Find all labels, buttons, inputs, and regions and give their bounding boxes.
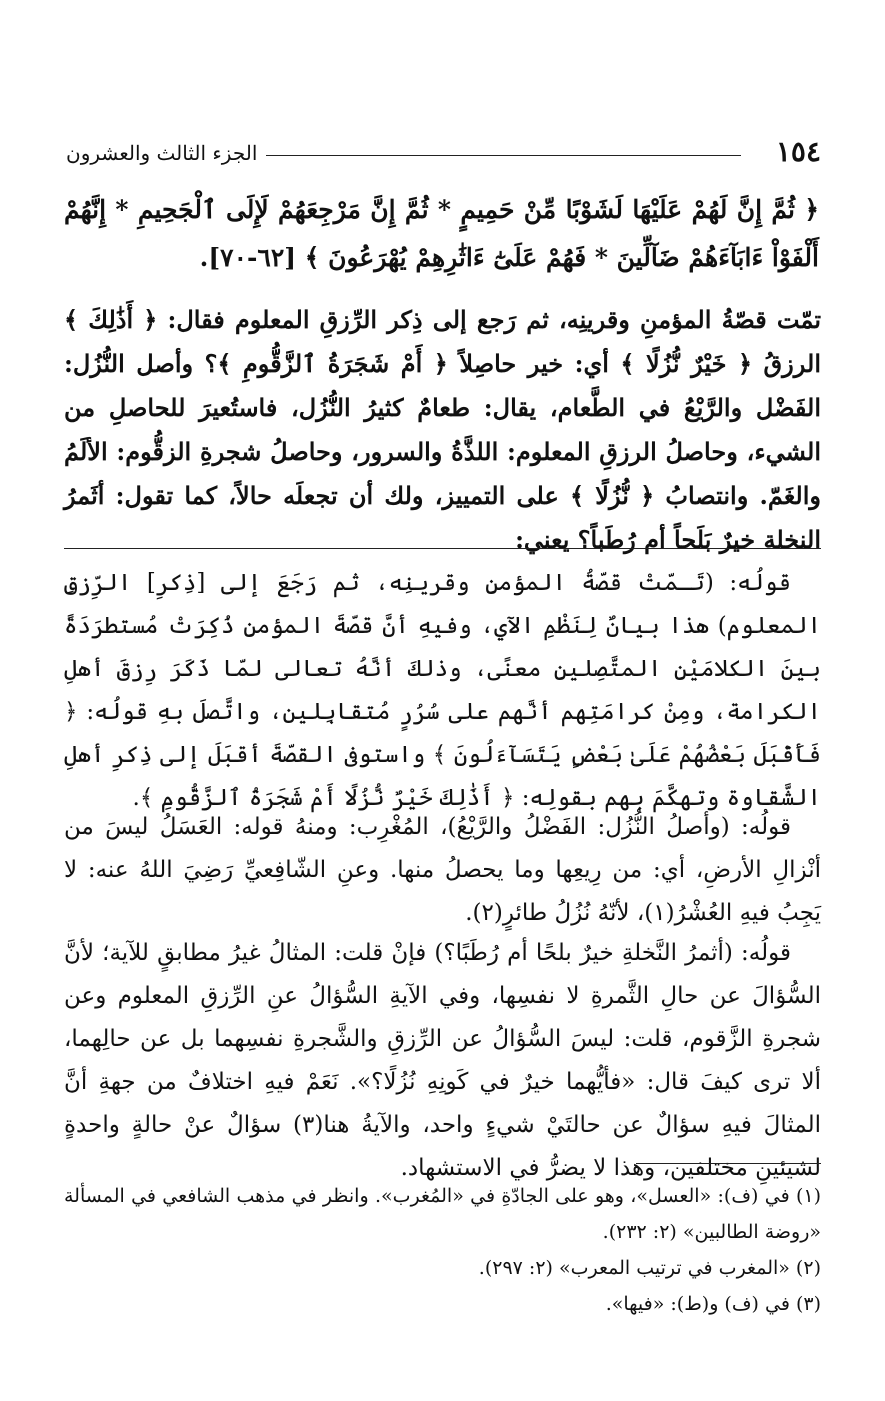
footnote-divider <box>636 1163 821 1164</box>
footnote-3: (٣) في (ف) و(ط): «فيها». <box>605 1293 821 1315</box>
footnote-2: (٢) «المغرب في ترتيب المعرب» (٢: ٢٩٧). <box>478 1257 821 1279</box>
commentary-paragraph-3: قولُه: (أثمرُ النَّخلةِ خيرٌ بلحًا أم رُطَبًا؟) فإنْ قلت: المثالُ غيرُ مطابقٍ للآية؛ لأنَّ السُّؤالَ عن حالِ الثَّمرةِ لا نفسِها، وفي الآيةِ السُّؤالُ عنِ الرِّزقِ المعلوم وعن شجرةِ الزَّقوم، قلت: ليسَ السُّؤالُ عن الرِّزقِ والشَّجرةِ نفسِهما بل عن حالِهما، ألا ترى كيفَ قال: «فأيُّهما خيرٌ في كَونِهِ نُزُلًا؟». نَعَمْ فيهِ اختلافٌ من جهةِ أنَّ المثالَ فيهِ سؤالٌ عن حالتَيْ شيءٍ واحد، والآيةُ هنا(٣) سؤالٌ عنْ حالةٍ واحدةٍ لشيئينِ مختلفين، وهذا لا يضرُّ في الاستشهاد. <box>64 940 821 1181</box>
footnote-1: (١) في (ف): «العسل»، وهو على الجادّةِ في «المُغرب». وانظر في مذهب الشافعي في المسألة «روضة الطالبين» (٢: ٢٣٢). <box>64 1185 821 1243</box>
header-rule <box>266 155 741 156</box>
tafsir-paragraph: تمّت قصّةُ المؤمنِ وقرينِه، ثم رَجع إلى ذِكر الرِّزقِ المعلوم فقال: ﴿ أَذَٰلِكَ ﴾ الرزقُ ﴿ خَيْرٌ نُّزُلًا ﴾ أي: خير حاصِلاً ﴿ أَمْ شَجَرَةُ ٱلزَّقُّومِ ﴾؟ وأصل النُّزُل: الفَضْل والرَّيْعُ في الطَّعام، يقال: طعامٌ كثيرُ النُّزُل، فاستُعيرَ للحاصلِ من الشيء، وحاصلُ الرزقِ المعلوم: اللذَّةُ والسرور، وحاصلُ شجرةِ الزقُّوم: الألَمُ والغَمّ. وانتصابُ ﴿ نُّزُلًا ﴾ على التمييز، ولك أن تجعلَه حالاً، كما تقول: أثَمرُ النخلة خيرٌ بَلَحاً أم رُطَباً؟ يعني: <box>64 305 822 554</box>
quran-verse-text: ﴿ ثُمَّ إِنَّ لَهُمْ عَلَيْهَا لَشَوْبًا مِّنْ حَمِيمٍ * ثُمَّ إِنَّ مَرْجِعَهُمْ لَإِلَى ٱلْجَحِيمِ * إِنَّهُمْ أَلْفَوْاْ ءَابَآءَهُمْ ضَآلِّينَ * فَهُمْ عَلَىٰٓ ءَاثَٰرِهِمْ يُهْرَعُونَ ﴾ [٦٢-٧٠]. <box>64 195 819 272</box>
commentary-paragraph-2: قولُه: (وأصلُ النُّزُل: الفَضْلُ والرَّيْعُ)، المُغْرِب: ومنهُ قوله: العَسَلُ ليسَ من أنْزالِ الأرضِ، أي: من رِيعِها وما يحصلُ منها. وعنِ الشّافِعيِّ رَضِيَ اللهُ عنه: لا يَجِبُ فيهِ العُشْرُ(١)، لأنّهُ نُزُلُ طائرٍ(٢). <box>64 814 821 926</box>
page-number: ١٥٤ <box>775 135 821 168</box>
commentary-paragraph-1: قولُه: (تَـمّتْ قصّةُ المؤمنِ وقرينِه، ثم رَجَعَ إلى [ذِكرِ] الرِّزقِ المعلوم) هذا بيانٌ لِنَظْمِ الآي، وفيهِ أنَّ قصّةَ المؤمنِ ذُكِرَتْ مُستطرَدَةً بينَ الكلامَيْنِ المتَّصِلينِ معنًى، وذلكَ أنَّهُ تعالى لمّا ذَكَرَ رِزقَ أهلِ الكرامة، ومِنْ كرامَتِهم أنَّهم على سُرُرٍ مُتقابِلين، واتَّصلَ بهِ قولُه: ﴿ فَأَقْبَلَ بَعْضُهُمْ عَلَىٰ بَعْضٍ يَتَسَآءَلُونَ ﴾ واستوفى القصّةَ أقبَلَ إلى ذِكرِ أهلِ الشَّقاوة وتهكَّمَ بهم بقولِه: ﴿ أَذَٰلِكَ خَيْرٌ نُّزُلًا أَمْ شَجَرَةُ ٱلزَّقُّومِ ﴾. <box>64 570 821 811</box>
quran-verses <box>64 186 819 282</box>
page-header <box>66 134 821 174</box>
footnotes <box>64 1178 821 1322</box>
part-title: الجزء الثالث والعشرون <box>66 141 258 165</box>
section-divider <box>64 548 821 549</box>
